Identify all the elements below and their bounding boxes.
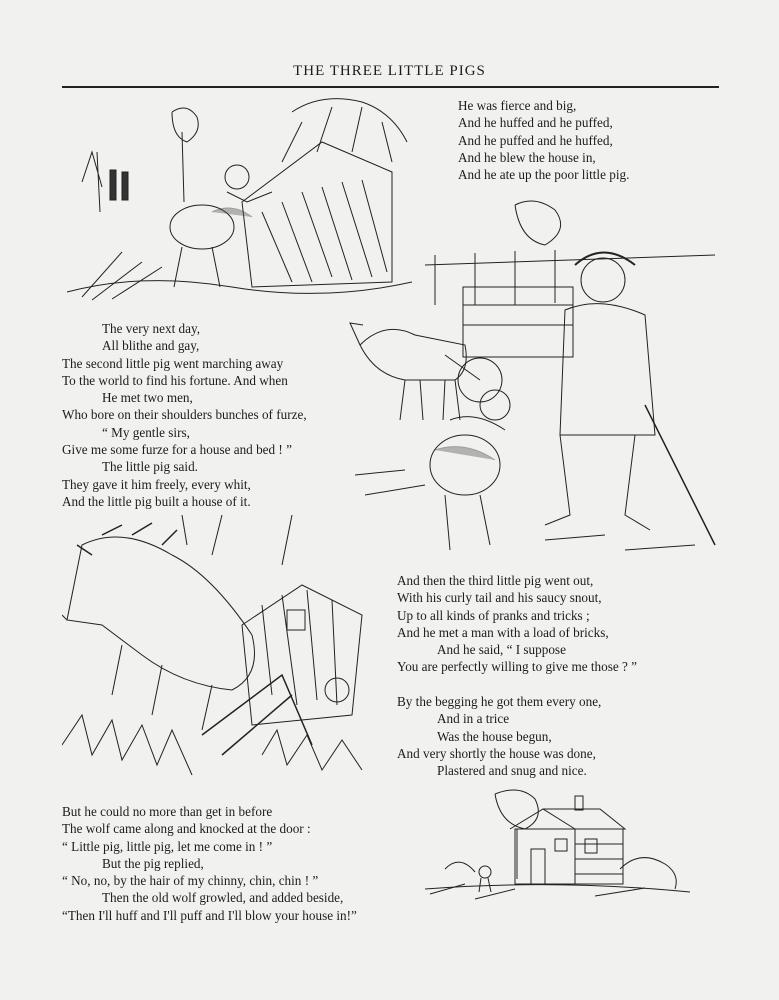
verse-line: By the begging he got them every one, [397, 694, 602, 709]
verse-line: And he said, “ I suppose [437, 642, 566, 658]
verse-line: And very shortly the house was done, [397, 745, 596, 761]
verse-line: The little pig said. [102, 459, 198, 475]
verse-line: Plastered and snug and nice. [437, 763, 587, 779]
verse-line: And he blew the house in, [458, 149, 596, 165]
verse-line: “ My gentle sirs, [102, 424, 190, 440]
verse-line: And in a trice [437, 711, 510, 727]
stanza-wolf-ate-pig [458, 97, 629, 183]
verse-line: The second little pig went marching away [62, 355, 284, 371]
verse-line: Who bore on their shoulders bunches of furze, [62, 407, 307, 423]
verse-line: The very next day, [102, 321, 201, 336]
verse-line: “Then I'll huff and I'll puff and I'll blow your house in!” [62, 907, 357, 923]
verse-line: Was the house begun, [437, 728, 552, 744]
verse-line: With his curly tail and his saucy snout, [397, 590, 602, 606]
verse-line: And he met a man with a load of bricks, [397, 624, 609, 640]
verse-line: And he ate up the poor little pig. [458, 167, 630, 183]
verse-line: And the little pig built a house of it. [62, 493, 251, 509]
verse-line: You are perfectly willing to give me those ? ” [397, 659, 638, 675]
illustration-pig-meets-brick-man [345, 195, 725, 560]
verse-line: And he puffed and he huffed, [458, 132, 613, 148]
verse-line: Give me some furze for a house and bed ! ” [62, 442, 292, 458]
verse-line: “ No, no, by the hair of my chinny, chin, chin ! ” [62, 873, 319, 889]
header-rule [62, 86, 719, 88]
verse-line: But he could no more than get in before [62, 804, 273, 819]
verse-line: And he huffed and he puffed, [458, 115, 613, 131]
verse-line: “ Little pig, little pig, let me come in ! ” [62, 838, 273, 854]
verse-line: Then the old wolf growled, and added beside, [102, 890, 344, 906]
verse-line: All blithe and gay, [102, 338, 200, 354]
stanza-second-pig [62, 320, 307, 510]
verse-line: Up to all kinds of pranks and tricks ; [397, 607, 590, 623]
running-head: THE THREE LITTLE PIGS [293, 63, 486, 79]
verse-line: The wolf came along and knocked at the door : [62, 821, 311, 837]
verse-line: He met two men, [102, 390, 193, 406]
illustration-brick-house [425, 784, 690, 914]
verse-line: To the world to find his fortune. And when [62, 372, 288, 388]
verse-line: He was fierce and big, [458, 98, 577, 113]
verse-line: They gave it him freely, every whit, [62, 476, 251, 492]
stanza-third-pig [397, 572, 637, 676]
stanza-brick-house-built [397, 693, 601, 779]
verse-line: And then the third little pig went out, [397, 573, 594, 588]
illustration-wolf-furze-house [62, 515, 370, 795]
verse-line: But the pig replied, [102, 855, 204, 871]
stanza-wolf-at-door [62, 803, 357, 924]
